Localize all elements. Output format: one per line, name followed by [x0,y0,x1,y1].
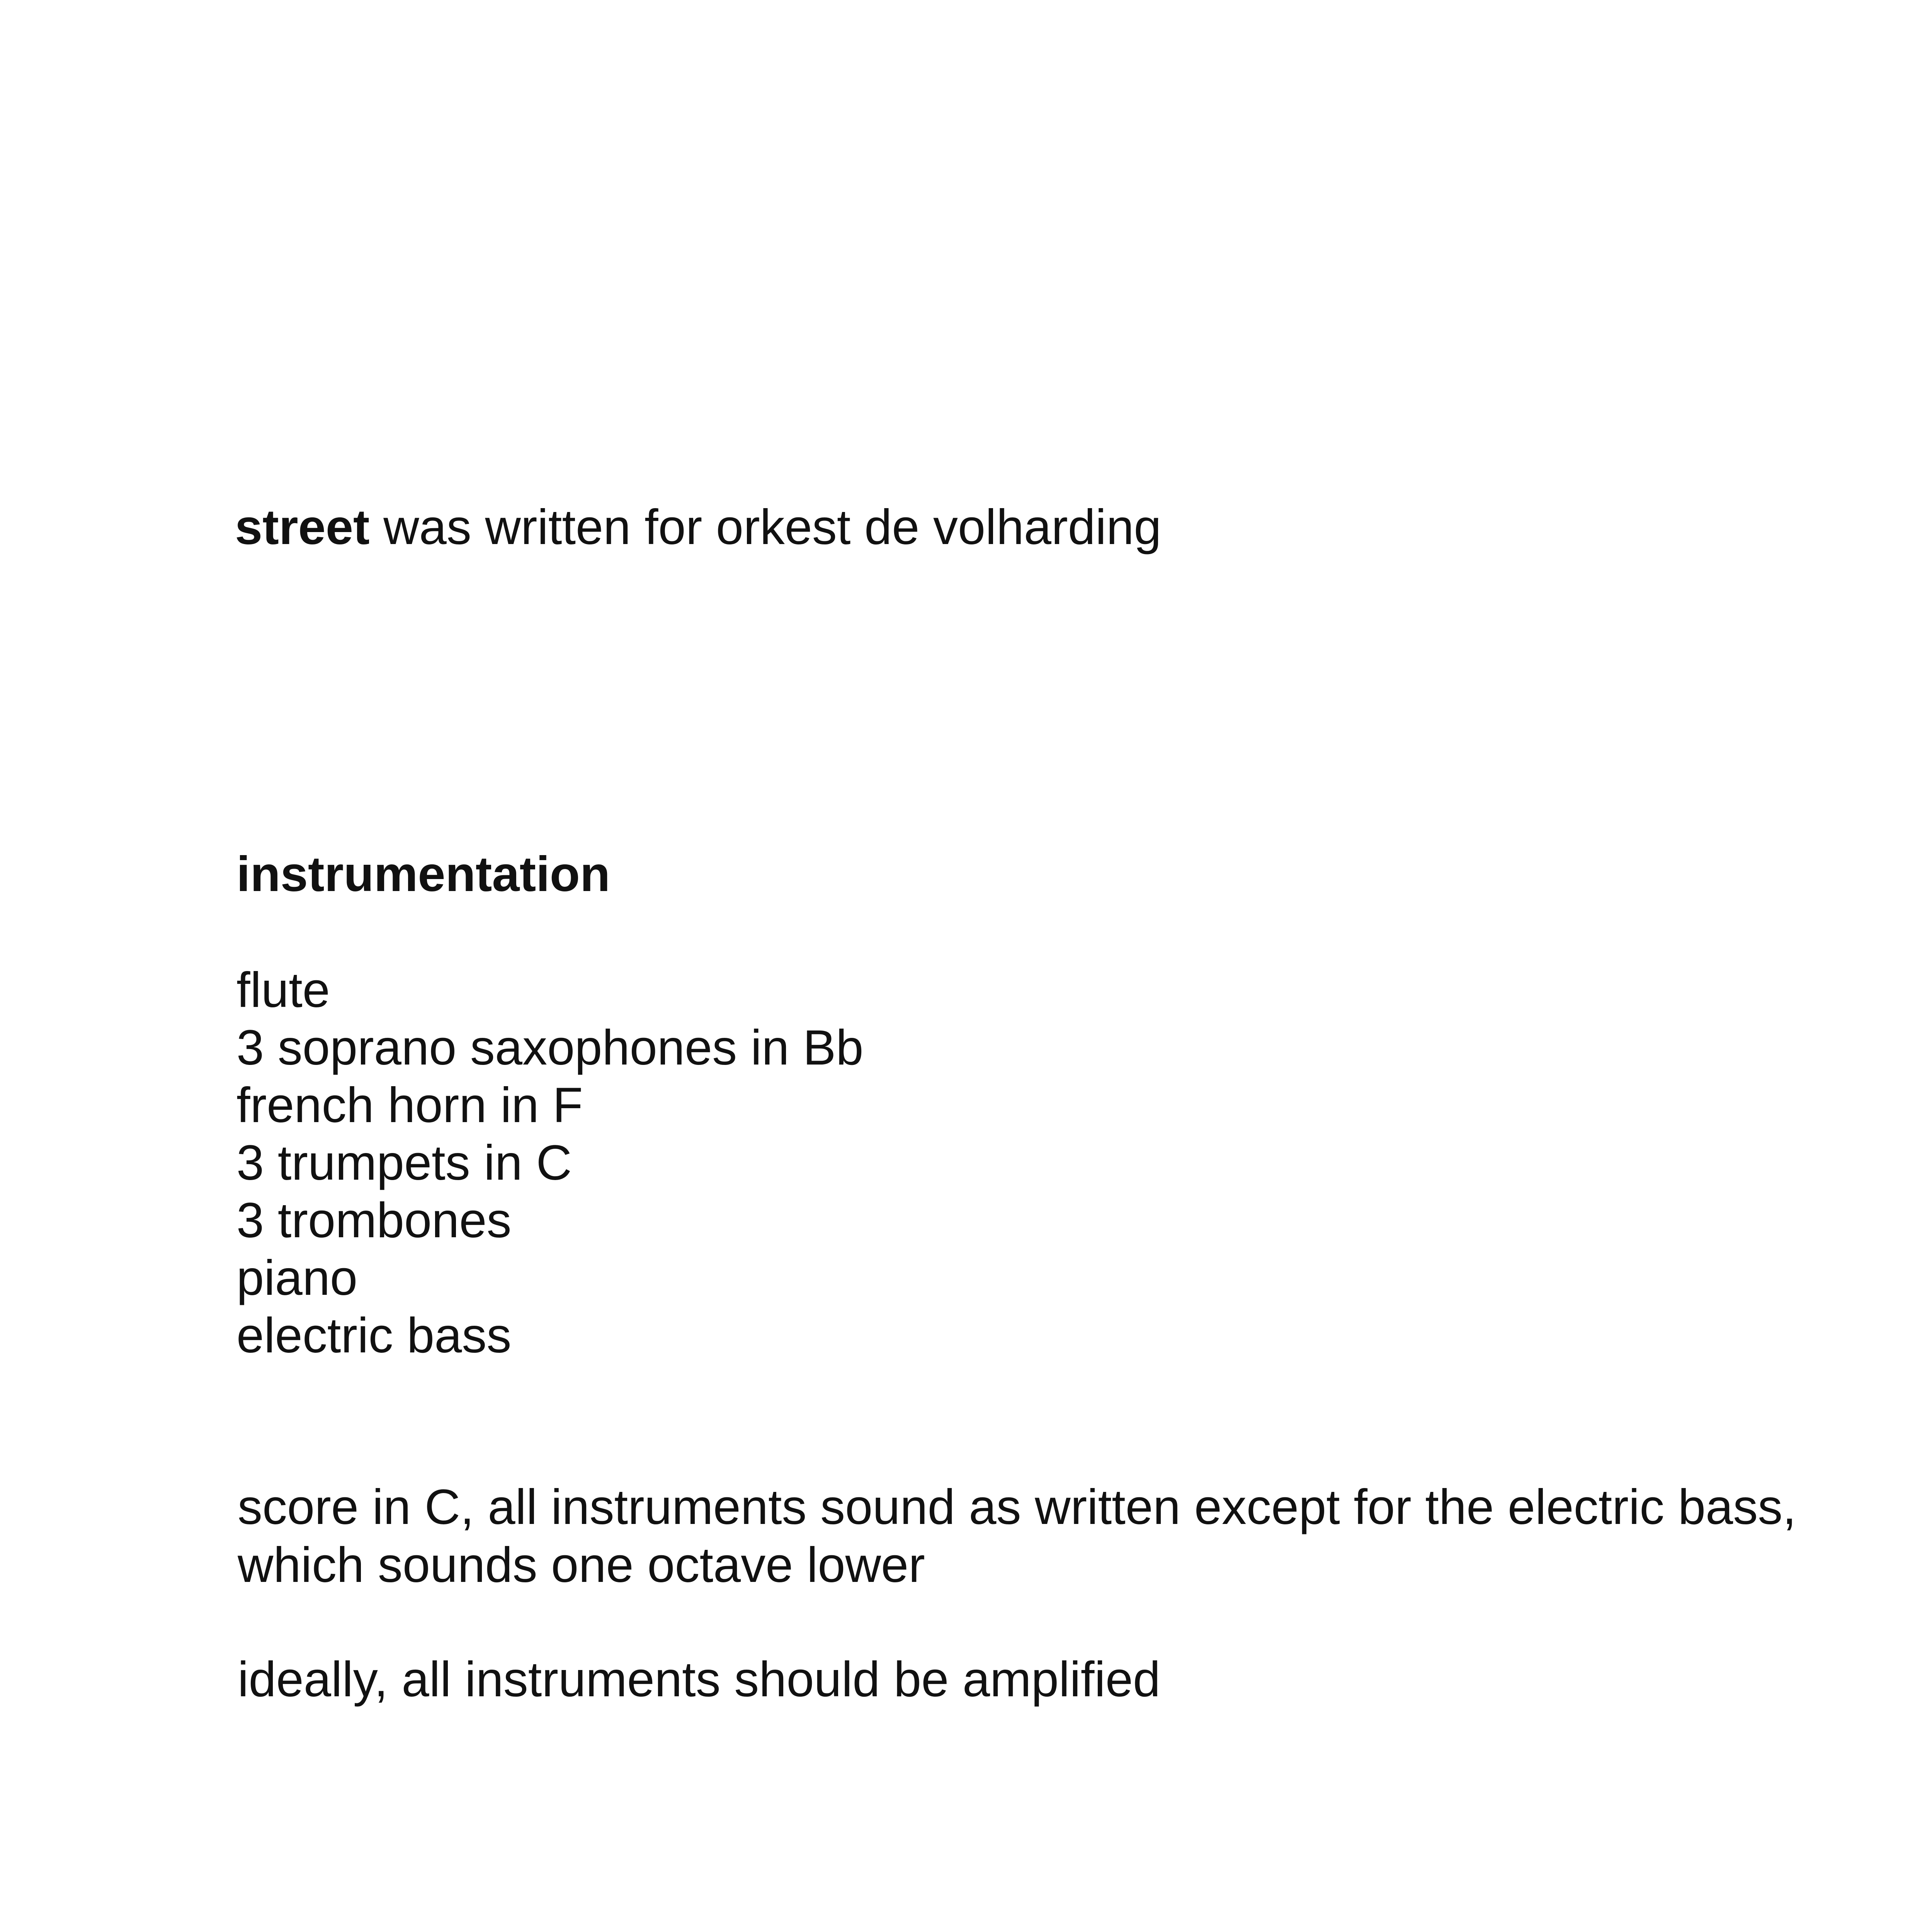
work-title: street [235,500,370,555]
instrumentation-heading: instrumentation [236,847,611,902]
instrument-item: 3 trumpets in C [236,1135,572,1190]
amplification-note: ideally, all instruments should be amplified [238,1652,1161,1707]
instrument-item: 3 trombones [236,1193,512,1248]
instrument-list [236,961,864,1364]
score-note-line-2: which sounds one octave lower [238,1537,925,1593]
instrument-item: piano [236,1250,358,1306]
instrument-item: french horn in F [236,1078,583,1133]
score-note-line-1: score in C, all instruments sound as written except for the electric bass, [238,1480,1796,1535]
dedication-text: was written for orkest de volharding [369,500,1162,555]
instrument-item: 3 soprano saxophones in Bb [236,1020,864,1075]
instrument-item: electric bass [236,1308,512,1363]
dedication-line [235,498,1162,556]
instrument-item: flute [236,963,330,1018]
